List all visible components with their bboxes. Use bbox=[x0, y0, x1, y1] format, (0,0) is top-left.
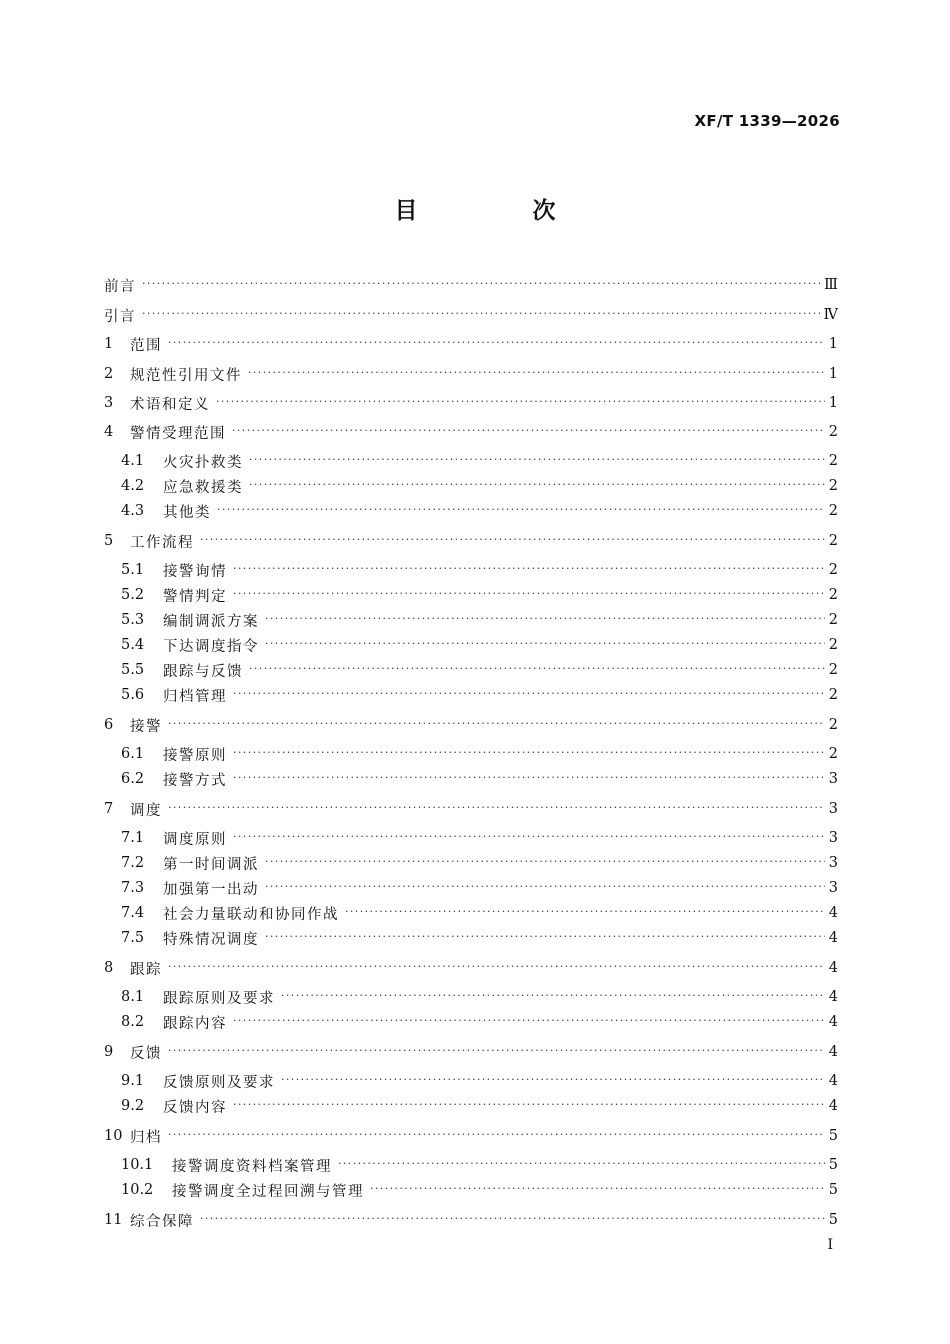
toc-entry-page: Ⅲ bbox=[824, 277, 838, 293]
toc-entry-page: 4 bbox=[828, 1044, 838, 1060]
toc-entry-page: Ⅳ bbox=[823, 307, 838, 323]
toc-entry-label: 接警 bbox=[130, 718, 162, 735]
toc-entry-number: 10.2 bbox=[121, 1182, 154, 1198]
dot-leader bbox=[233, 584, 825, 606]
toc-entry[interactable] bbox=[104, 274, 838, 296]
dot-leader bbox=[265, 877, 825, 899]
toc-entry-page: 2 bbox=[828, 453, 838, 469]
toc-entry-number: 7.5 bbox=[121, 930, 145, 946]
toc-entry-page: 2 bbox=[828, 717, 838, 733]
toc-entry-label: 归档 bbox=[130, 1129, 162, 1146]
toc-entry-number: 5 bbox=[104, 533, 114, 549]
toc-entry-page: 4 bbox=[828, 930, 838, 946]
toc-entry[interactable] bbox=[104, 827, 838, 849]
toc-entry-number: 6 bbox=[104, 717, 114, 733]
toc-entry-label: 反馈 bbox=[130, 1045, 162, 1062]
toc-entry-page: 4 bbox=[828, 1014, 838, 1030]
dot-leader bbox=[168, 333, 825, 355]
toc-entry-label: 火灾扑救类 bbox=[163, 454, 243, 471]
dot-leader bbox=[345, 902, 825, 924]
toc-entry-number: 10 bbox=[104, 1128, 123, 1144]
toc-entry[interactable] bbox=[104, 304, 838, 326]
toc-entry-number: 5.4 bbox=[121, 637, 145, 653]
dot-leader bbox=[168, 1041, 825, 1063]
dot-leader bbox=[249, 450, 825, 472]
toc-entry[interactable] bbox=[104, 584, 838, 606]
toc-entry-number: 9 bbox=[104, 1044, 114, 1060]
toc-entry-number: 9.2 bbox=[121, 1098, 145, 1114]
toc-entry-label: 反馈原则及要求 bbox=[163, 1074, 275, 1091]
toc-entry-number: 7.1 bbox=[121, 830, 145, 846]
toc-entry-label: 术语和定义 bbox=[130, 396, 210, 413]
toc-entry[interactable] bbox=[104, 957, 838, 979]
toc-entry-number: 7.2 bbox=[121, 855, 145, 871]
toc-entry-label: 跟踪原则及要求 bbox=[163, 990, 275, 1007]
toc-entry[interactable] bbox=[104, 1095, 838, 1117]
toc-entry[interactable] bbox=[104, 1011, 838, 1033]
toc-entry[interactable] bbox=[104, 530, 838, 552]
toc-entry[interactable] bbox=[104, 450, 838, 472]
toc-entry-label: 跟踪 bbox=[130, 961, 162, 978]
toc-entry-label: 引言 bbox=[104, 308, 136, 325]
toc-entry-page: 1 bbox=[828, 336, 838, 352]
toc-entry-label: 调度 bbox=[130, 802, 162, 819]
toc-entry-number: 1 bbox=[104, 336, 114, 352]
toc-entry[interactable] bbox=[104, 743, 838, 765]
toc-entry[interactable] bbox=[104, 684, 838, 706]
dot-leader bbox=[370, 1179, 825, 1201]
dot-leader bbox=[233, 559, 825, 581]
toc-entry[interactable] bbox=[104, 1041, 838, 1063]
toc-entry-page: 4 bbox=[828, 1073, 838, 1089]
dot-leader bbox=[232, 421, 825, 443]
toc-entry-number: 11 bbox=[104, 1212, 123, 1228]
toc-entry-number: 6.2 bbox=[121, 771, 145, 787]
toc-entry-label: 综合保障 bbox=[130, 1213, 194, 1230]
dot-leader bbox=[265, 927, 825, 949]
toc-entry-page: 2 bbox=[828, 746, 838, 762]
dot-leader bbox=[233, 743, 825, 765]
toc-entry-label: 工作流程 bbox=[130, 534, 194, 551]
toc-entry[interactable] bbox=[104, 333, 838, 355]
toc-entry[interactable] bbox=[104, 798, 838, 820]
toc-entry[interactable] bbox=[104, 768, 838, 790]
toc-entry-label: 接警调度全过程回溯与管理 bbox=[172, 1183, 364, 1200]
page-title: 目 次 bbox=[394, 198, 602, 224]
dot-leader bbox=[233, 827, 825, 849]
toc-entry-label: 反馈内容 bbox=[163, 1099, 227, 1116]
dot-leader bbox=[200, 530, 825, 552]
toc-entry-label: 下达调度指令 bbox=[163, 638, 259, 655]
toc-entry-number: 5.3 bbox=[121, 612, 145, 628]
toc-entry[interactable] bbox=[104, 1154, 838, 1176]
dot-leader bbox=[168, 714, 825, 736]
toc-entry-label: 应急救援类 bbox=[163, 479, 243, 496]
toc-entry-number: 5.5 bbox=[121, 662, 145, 678]
toc-entry-label: 接警原则 bbox=[163, 747, 227, 764]
toc-entry-label: 跟踪与反馈 bbox=[163, 663, 243, 680]
toc-entry-label: 接警询情 bbox=[163, 563, 227, 580]
toc-entry[interactable] bbox=[104, 877, 838, 899]
dot-leader bbox=[142, 304, 820, 326]
toc-entry[interactable] bbox=[104, 392, 838, 414]
standard-number: XF/T 1339—2026 bbox=[694, 112, 840, 130]
toc-entry[interactable] bbox=[104, 421, 838, 443]
dot-leader bbox=[265, 634, 825, 656]
toc-entry-label: 接警调度资料档案管理 bbox=[172, 1158, 332, 1175]
dot-leader bbox=[248, 363, 825, 385]
toc-entry-number: 8.2 bbox=[121, 1014, 145, 1030]
toc-entry-page: 5 bbox=[828, 1157, 838, 1173]
toc-entry-label: 社会力量联动和协同作战 bbox=[163, 906, 339, 923]
toc-entry-page: 2 bbox=[828, 562, 838, 578]
toc-entry-page: 2 bbox=[828, 503, 838, 519]
dot-leader bbox=[281, 986, 825, 1008]
toc-entry-label: 警情受理范围 bbox=[130, 425, 226, 442]
toc-entry-number: 8.1 bbox=[121, 989, 145, 1005]
dot-leader bbox=[265, 852, 825, 874]
dot-leader bbox=[249, 475, 825, 497]
toc-entry-label: 范围 bbox=[130, 337, 162, 354]
toc-entry[interactable] bbox=[104, 927, 838, 949]
toc-entry-number: 5.6 bbox=[121, 687, 145, 703]
dot-leader bbox=[249, 659, 825, 681]
toc-entry-label: 编制调派方案 bbox=[163, 613, 259, 630]
toc-entry-label: 调度原则 bbox=[163, 831, 227, 848]
dot-leader bbox=[233, 1095, 825, 1117]
toc-entry[interactable] bbox=[104, 852, 838, 874]
dot-leader bbox=[200, 1209, 825, 1231]
dot-leader bbox=[233, 684, 825, 706]
toc-entry-page: 3 bbox=[828, 801, 838, 817]
toc-entry[interactable] bbox=[104, 500, 838, 522]
toc-entry-label: 加强第一出动 bbox=[163, 881, 259, 898]
dot-leader bbox=[168, 1125, 825, 1147]
dot-leader bbox=[217, 500, 825, 522]
toc-entry-page: 2 bbox=[828, 478, 838, 494]
toc-entry-label: 跟踪内容 bbox=[163, 1015, 227, 1032]
toc-entry[interactable] bbox=[104, 634, 838, 656]
toc-entry-page: 4 bbox=[828, 960, 838, 976]
toc-entry[interactable] bbox=[104, 714, 838, 736]
toc-entry-label: 警情判定 bbox=[163, 588, 227, 605]
toc-entry-number: 10.1 bbox=[121, 1157, 154, 1173]
toc-entry-number: 3 bbox=[104, 395, 114, 411]
toc-entry-page: 2 bbox=[828, 533, 838, 549]
toc-entry[interactable] bbox=[104, 1070, 838, 1092]
toc-entry-page: 2 bbox=[828, 687, 838, 703]
toc-entry[interactable] bbox=[104, 363, 838, 385]
toc-entry-number: 4.3 bbox=[121, 503, 145, 519]
toc-entry-page: 3 bbox=[828, 880, 838, 896]
toc-entry-page: 4 bbox=[828, 989, 838, 1005]
page-folio: I bbox=[827, 1237, 833, 1253]
toc-entry-page: 5 bbox=[828, 1212, 838, 1228]
toc-entry-label: 规范性引用文件 bbox=[130, 367, 242, 384]
toc-entry-number: 2 bbox=[104, 366, 114, 382]
toc-entry-number: 4.1 bbox=[121, 453, 145, 469]
toc-entry-page: 2 bbox=[828, 587, 838, 603]
toc-entry-label: 其他类 bbox=[163, 504, 211, 521]
toc-entry-label: 第一时间调派 bbox=[163, 856, 259, 873]
dot-leader bbox=[338, 1154, 825, 1176]
dot-leader bbox=[216, 392, 825, 414]
toc-entry-page: 5 bbox=[828, 1182, 838, 1198]
toc-entry-page: 2 bbox=[828, 424, 838, 440]
toc-entry-page: 4 bbox=[828, 1098, 838, 1114]
dot-leader bbox=[265, 609, 825, 631]
dot-leader bbox=[281, 1070, 825, 1092]
toc-entry-page: 1 bbox=[828, 395, 838, 411]
toc-entry-page: 3 bbox=[828, 830, 838, 846]
toc-entry-number: 4.2 bbox=[121, 478, 145, 494]
toc-entry[interactable] bbox=[104, 659, 838, 681]
toc-entry[interactable] bbox=[104, 1125, 838, 1147]
toc-entry[interactable] bbox=[104, 1209, 838, 1231]
toc-entry[interactable] bbox=[104, 986, 838, 1008]
toc-entry-page: 2 bbox=[828, 662, 838, 678]
dot-leader bbox=[168, 957, 825, 979]
toc-entry-label: 归档管理 bbox=[163, 688, 227, 705]
toc-entry[interactable] bbox=[104, 475, 838, 497]
toc-entry[interactable] bbox=[104, 1179, 838, 1201]
toc-entry-page: 5 bbox=[828, 1128, 838, 1144]
toc-entry[interactable] bbox=[104, 902, 838, 924]
toc-entry-number: 5.1 bbox=[121, 562, 145, 578]
toc-entry[interactable] bbox=[104, 559, 838, 581]
toc-entry-label: 特殊情况调度 bbox=[163, 931, 259, 948]
toc-entry-label: 接警方式 bbox=[163, 772, 227, 789]
toc-entry-number: 7 bbox=[104, 801, 114, 817]
toc-entry-number: 4 bbox=[104, 424, 114, 440]
dot-leader bbox=[233, 1011, 825, 1033]
dot-leader bbox=[168, 798, 825, 820]
toc-entry-number: 9.1 bbox=[121, 1073, 145, 1089]
toc-entry[interactable] bbox=[104, 609, 838, 631]
toc-entry-page: 4 bbox=[828, 905, 838, 921]
toc-entry-number: 7.4 bbox=[121, 905, 145, 921]
toc-entry-page: 1 bbox=[828, 366, 838, 382]
toc-entry-number: 5.2 bbox=[121, 587, 145, 603]
toc-entry-page: 3 bbox=[828, 855, 838, 871]
dot-leader bbox=[233, 768, 825, 790]
toc-entry-number: 6.1 bbox=[121, 746, 145, 762]
toc-entry-page: 3 bbox=[828, 771, 838, 787]
dot-leader bbox=[142, 274, 820, 296]
toc-entry-page: 2 bbox=[828, 637, 838, 653]
toc-entry-page: 2 bbox=[828, 612, 838, 628]
toc-entry-label: 前言 bbox=[104, 278, 136, 295]
toc-entry-number: 8 bbox=[104, 960, 114, 976]
toc-entry-number: 7.3 bbox=[121, 880, 145, 896]
